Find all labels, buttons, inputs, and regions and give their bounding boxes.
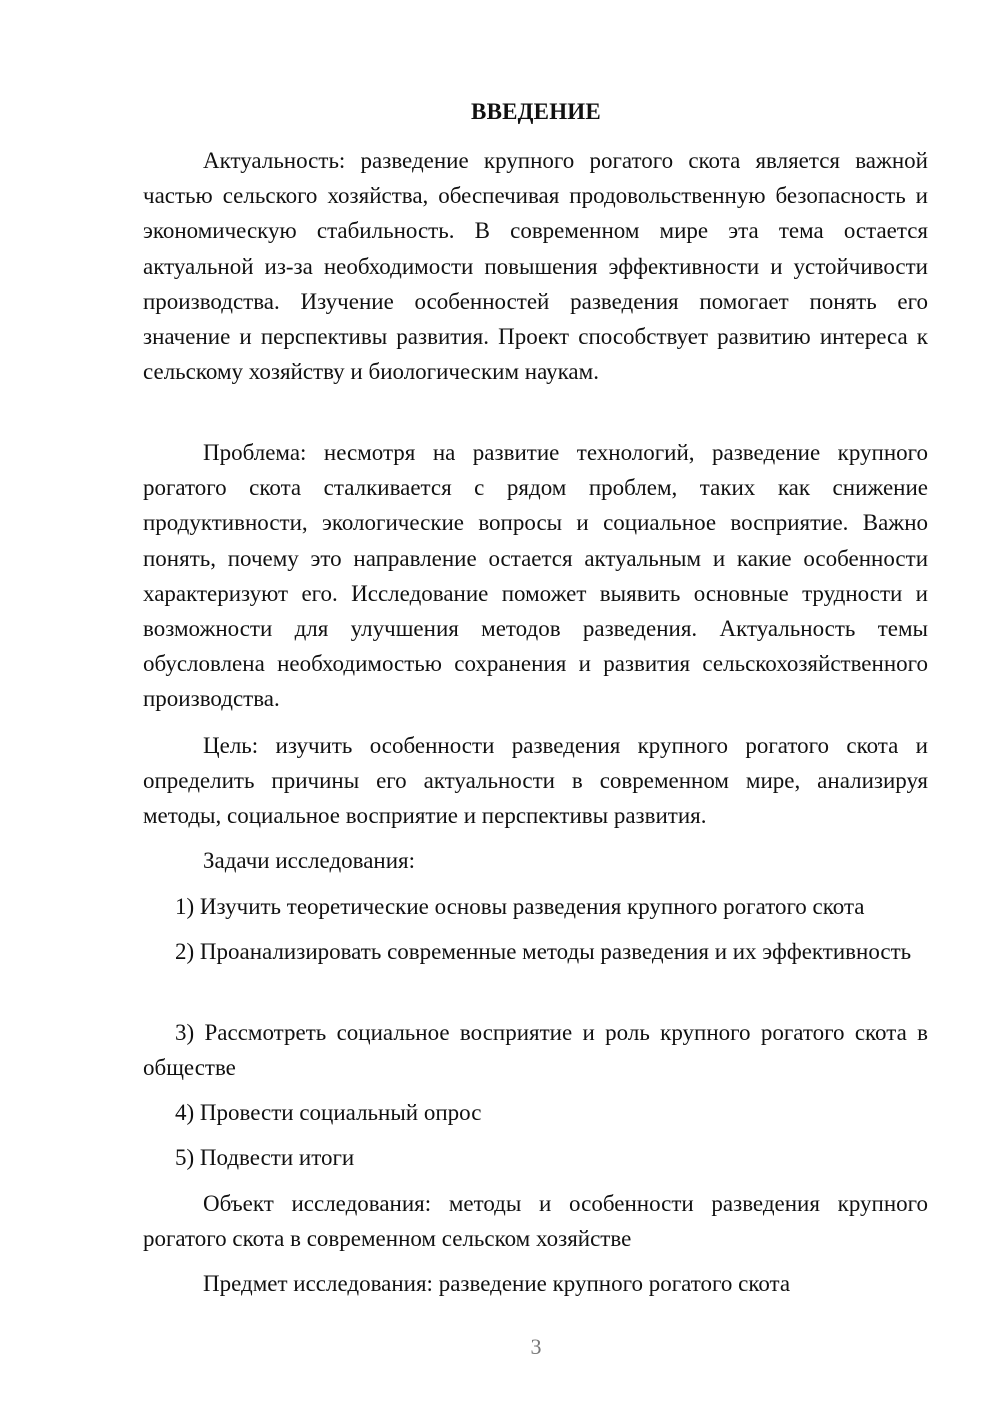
- task-item-3: 3) Рассмотреть социальное восприятие и роль крупного рогатого скота в обществе: [143, 1020, 928, 1081]
- subject-paragraph: Предмет исследования: разведение крупного рогатого скота: [203, 1271, 791, 1296]
- task-item-5: 5) Подвести итоги: [175, 1145, 355, 1170]
- object-paragraph: Объект исследования: методы и особенности разведения крупного рогатого скота в современном сельском хозяйстве: [143, 1191, 928, 1252]
- relevance-paragraph: Актуальность: разведение крупного рогатого скота является важной частью сельского хозяйства, обеспечивая продовольственную безопасность и экономическую стабильность. В современном мире эта тема остается актуальной из-за необходимости повышения эффективности и устойчивости производства. Изучение особенностей разведения помогает понять его значение и перспективы развития. Проект способствует развитию интереса к сельскому хозяйству и биологическим наукам.: [143, 148, 928, 385]
- page-title: ВВЕДЕНИЕ: [471, 99, 601, 124]
- task-item-1: 1) Изучить теоретические основы разведения крупного рогатого скота: [175, 894, 865, 919]
- page-number: 3: [530, 1334, 542, 1359]
- goal-paragraph: Цель: изучить особенности разведения крупного рогатого скота и определить причины его актуальности в современном мире, анализируя методы, социальное восприятие и перспективы развития.: [143, 733, 928, 829]
- problem-paragraph: Проблема: несмотря на развитие технологий, разведение крупного рогатого скота сталкивается с рядом проблем, таких как снижение продуктивности, экологические вопросы и социальное восприятие. Важно понять, почему это направление остается актуальным и какие особенности характеризуют его. Исследование поможет выявить основные трудности и возможности для улучшения методов разведения. Актуальность темы обусловлена необходимостью сохранения и развития сельскохозяйственного производства.: [143, 440, 928, 712]
- task-item-2: 2) Проанализировать современные методы разведения и их эффективность: [175, 939, 912, 964]
- task-item-4: 4) Провести социальный опрос: [175, 1100, 482, 1125]
- tasks-heading: Задачи исследования:: [203, 848, 416, 873]
